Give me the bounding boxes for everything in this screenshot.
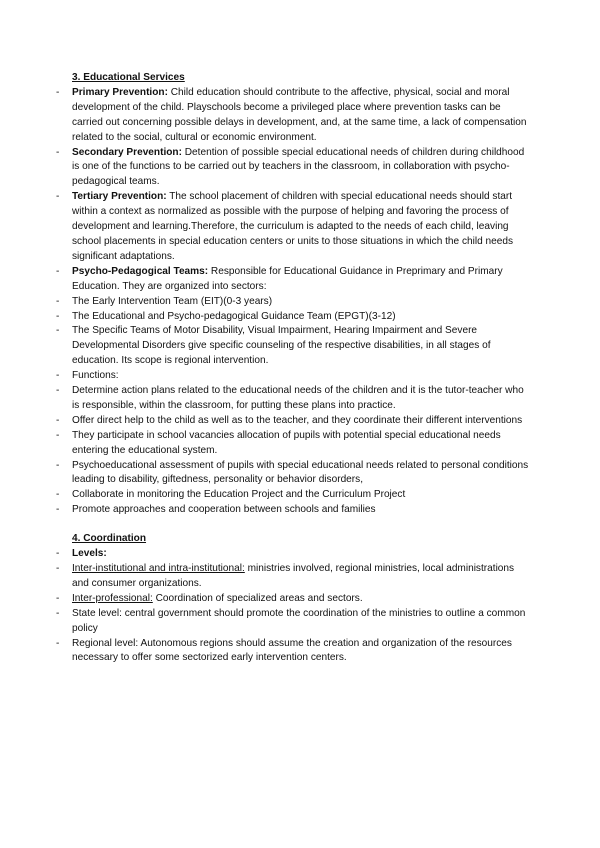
inter-professional-item: [72, 592, 532, 667]
inter-institutional-item: [72, 562, 532, 592]
document-page: [72, 71, 532, 666]
function-item: - Offer direct help to the child as well as to the teacher, and they coordinate their different interventions: [72, 414, 532, 429]
regional-level-item: - Regional level: Autonomous regions should assume the creation and organization of the resources necessary to offer some sectorized early intervention centers.: [72, 637, 532, 667]
section-4-heading: 4. Coordination: [72, 533, 147, 545]
inter-professional-text: Coordination of specialized areas and sectors.: [152, 592, 363, 604]
section-4-list: [72, 547, 532, 666]
functions-item: [72, 369, 532, 518]
function-item: - Collaborate in monitoring the Education Project and the Curriculum Project: [72, 488, 532, 503]
section-3-list: [72, 86, 532, 518]
state-level-item: - State level: central government should promote the coordination of the ministries to outline a common policy: [72, 607, 532, 637]
inter-professional-list: [72, 607, 532, 667]
function-item: - Promote approaches and cooperation between schools and families: [72, 503, 532, 518]
primary-prevention-item: [72, 86, 532, 146]
sector-item: - The Specific Teams of Motor Disability, Visual Impairment, Hearing Impairment and Severe Developmental Disorders give specific counseling of the respective disabilities, in all stages of education. Its scope is regional intervention.: [72, 324, 532, 369]
function-item: - Psychoeducational assessment of pupils with special educational needs related to personal conditions leading to disability, giftedness, personality or behavior disorders,: [72, 459, 532, 489]
levels-list: [72, 562, 532, 666]
sector-item: - The Early Intervention Team (EIT)(0-3 years): [72, 295, 532, 310]
inter-institutional-label: Inter-institutional and intra-institutional:: [72, 563, 245, 574]
primary-prevention-label: Primary Prevention:: [72, 86, 168, 98]
functions-list: [72, 384, 532, 518]
secondary-prevention-item: [72, 146, 532, 191]
inter-institutional-text: ministries involved, regional ministries, local administrations and consumer organizations.: [72, 563, 515, 589]
levels-item: [72, 547, 532, 666]
secondary-prevention-label: Secondary Prevention:: [72, 146, 182, 158]
section-3-heading: 3. Educational Services: [72, 72, 185, 83]
levels-label: Levels:: [72, 548, 107, 560]
functions-label: Functions:: [72, 370, 119, 382]
teams-text: Responsible for Educational Guidance in Preprimary and Primary Education. They are organized into sectors:: [72, 265, 503, 292]
tertiary-prevention-item: [72, 190, 532, 265]
psycho-pedagogical-teams-item: [72, 265, 532, 518]
sectors-list: [72, 295, 532, 519]
secondary-prevention-text: Detention of possible special educational needs of children during childhood is one of the functions to be carried out by teachers in the classroom, in collaboration with psycho-pedagogical teams.: [72, 146, 525, 188]
primary-prevention-text: Child education should contribute to the affective, physical, social and moral development of the child. Playschools become a privileged place where prevention tasks can be carried out concerning possible delays in development, and, at the same time, a lack of compensation related to the social, cultural or economic environment.: [72, 86, 527, 143]
tertiary-prevention-label: Tertiary Prevention:: [72, 191, 167, 203]
sector-item: - The Educational and Psycho-pedagogical Guidance Team (EPGT)(3-12): [72, 310, 532, 325]
function-item: - Determine action plans related to the educational needs of the children and it is the tutor-teacher who is responsible, within the classroom, for putting these plans into practice.: [72, 384, 532, 414]
inter-professional-label: Inter-professional:: [72, 592, 153, 604]
teams-label: Psycho-Pedagogical Teams:: [72, 265, 209, 277]
function-item: - They participate in school vacancies allocation of pupils with potential special educational needs entering the educational system.: [72, 429, 532, 459]
tertiary-prevention-text: The school placement of children with special educational needs should start within a context as normalized as possible with the purpose of helping and favoring the process of development and learning.Therefore, the curriculum is adapted to the needs of each child, leaving school placements in special education centers or units to those situations in which the child needs significant adaptations.: [72, 191, 514, 262]
